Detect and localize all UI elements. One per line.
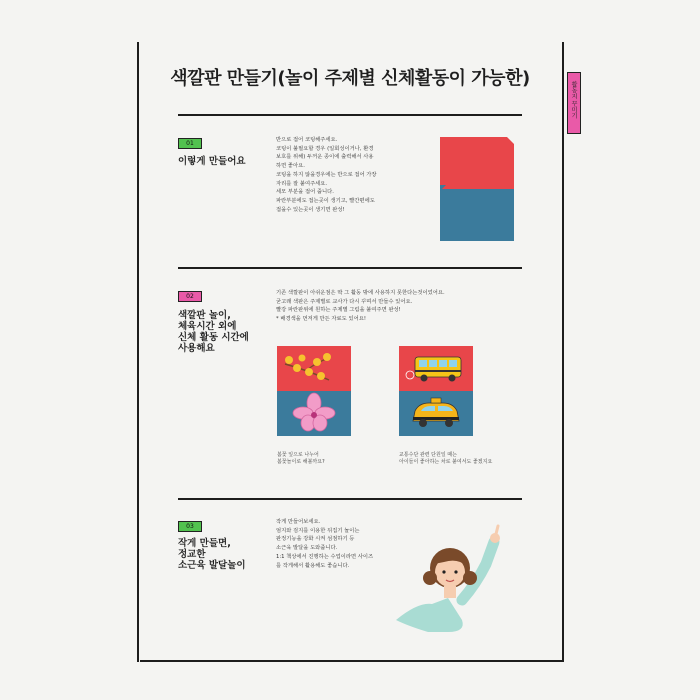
section-heading: 이렇게 만들어요	[178, 156, 246, 167]
azalea-flower-icon	[277, 391, 351, 436]
side-tab-label: 활동지 꾸미기	[570, 81, 577, 119]
girl-pointing-icon	[388, 522, 518, 632]
section-badge: 03	[178, 521, 202, 532]
section-body: 반으로 접어 코팅해주세요. 코팅이 불필요할 경우 (일회성이거나, 환경 보호를 위해) 두꺼운 종이에 출력해서 사용 하면 좋아요. 코팅을 하지 않을경우에는 반으로 접어 가장 자리를 잘 붙여주세요. 세모 부분을 접어 줍니다. 파란부분에도 접는곳이 생기고, 빨간편에도 접을수 있는곳이 생기면 완성!	[276, 137, 377, 213]
section-body: 작게 만들어보세요. 엄지와 검지를 이용한 뒤집기 놀이는 판정기능을 강화 시켜 섬점하기 등 소근육 발달을 도와줍니다. 1:1 책상에서 진행하는 수업이라면 사이즈 를 작게해서 활용해도 좋습니다.	[276, 519, 374, 569]
color-card-flowers	[277, 346, 351, 436]
section-badge: 02	[178, 291, 202, 302]
card-red-half	[440, 137, 514, 189]
taxi-icon	[399, 391, 473, 436]
fold-corner-icon	[440, 185, 446, 191]
section-heading: 작게 만들면, 정교한 소근육 발달놀이	[178, 538, 246, 571]
section-divider	[178, 498, 522, 500]
frame-bottom-line	[140, 660, 564, 662]
card-caption: 교통수단 관련 단원일 때는 아이들이 좋아하는 차로 붙여서도 좋겠지요	[399, 452, 493, 465]
card-blue-half	[440, 189, 514, 241]
side-tab	[567, 72, 581, 134]
title-underline	[178, 114, 522, 116]
section-badge: 01	[178, 138, 202, 149]
card-caption: 봄꽃 잎으로 나누어 봄꽃놀이로 해볼까요?	[277, 452, 325, 465]
school-bus-icon	[399, 346, 473, 391]
frame-left-line	[137, 42, 139, 662]
page-title: 색깔판 만들기(놀이 주제별 신체활동이 가능한)	[170, 68, 530, 89]
forsythia-flower-icon	[277, 346, 351, 391]
section-heading: 색깔판 놀이, 체육시간 외에 신체 활동 시간에 사용해요	[178, 310, 249, 354]
color-card-vehicles	[399, 346, 473, 436]
fold-corner-icon	[507, 137, 514, 144]
frame-right-line	[562, 42, 564, 662]
section-divider	[178, 267, 522, 269]
section-body: 기존 색깔판이 아쉬운점은 딱 그 활동 밖에 사용하지 못한다는것이었어요. 굳고래 색판은 주제별로 교사가 다시 꾸며서 만들수 있어요. 빨강 파란판위에 원하는 주제별 그림을 붙여주면 완성! * 배경색을 먼저게 만든 자료도 있어요!	[276, 290, 445, 323]
color-card-sample	[440, 137, 514, 241]
